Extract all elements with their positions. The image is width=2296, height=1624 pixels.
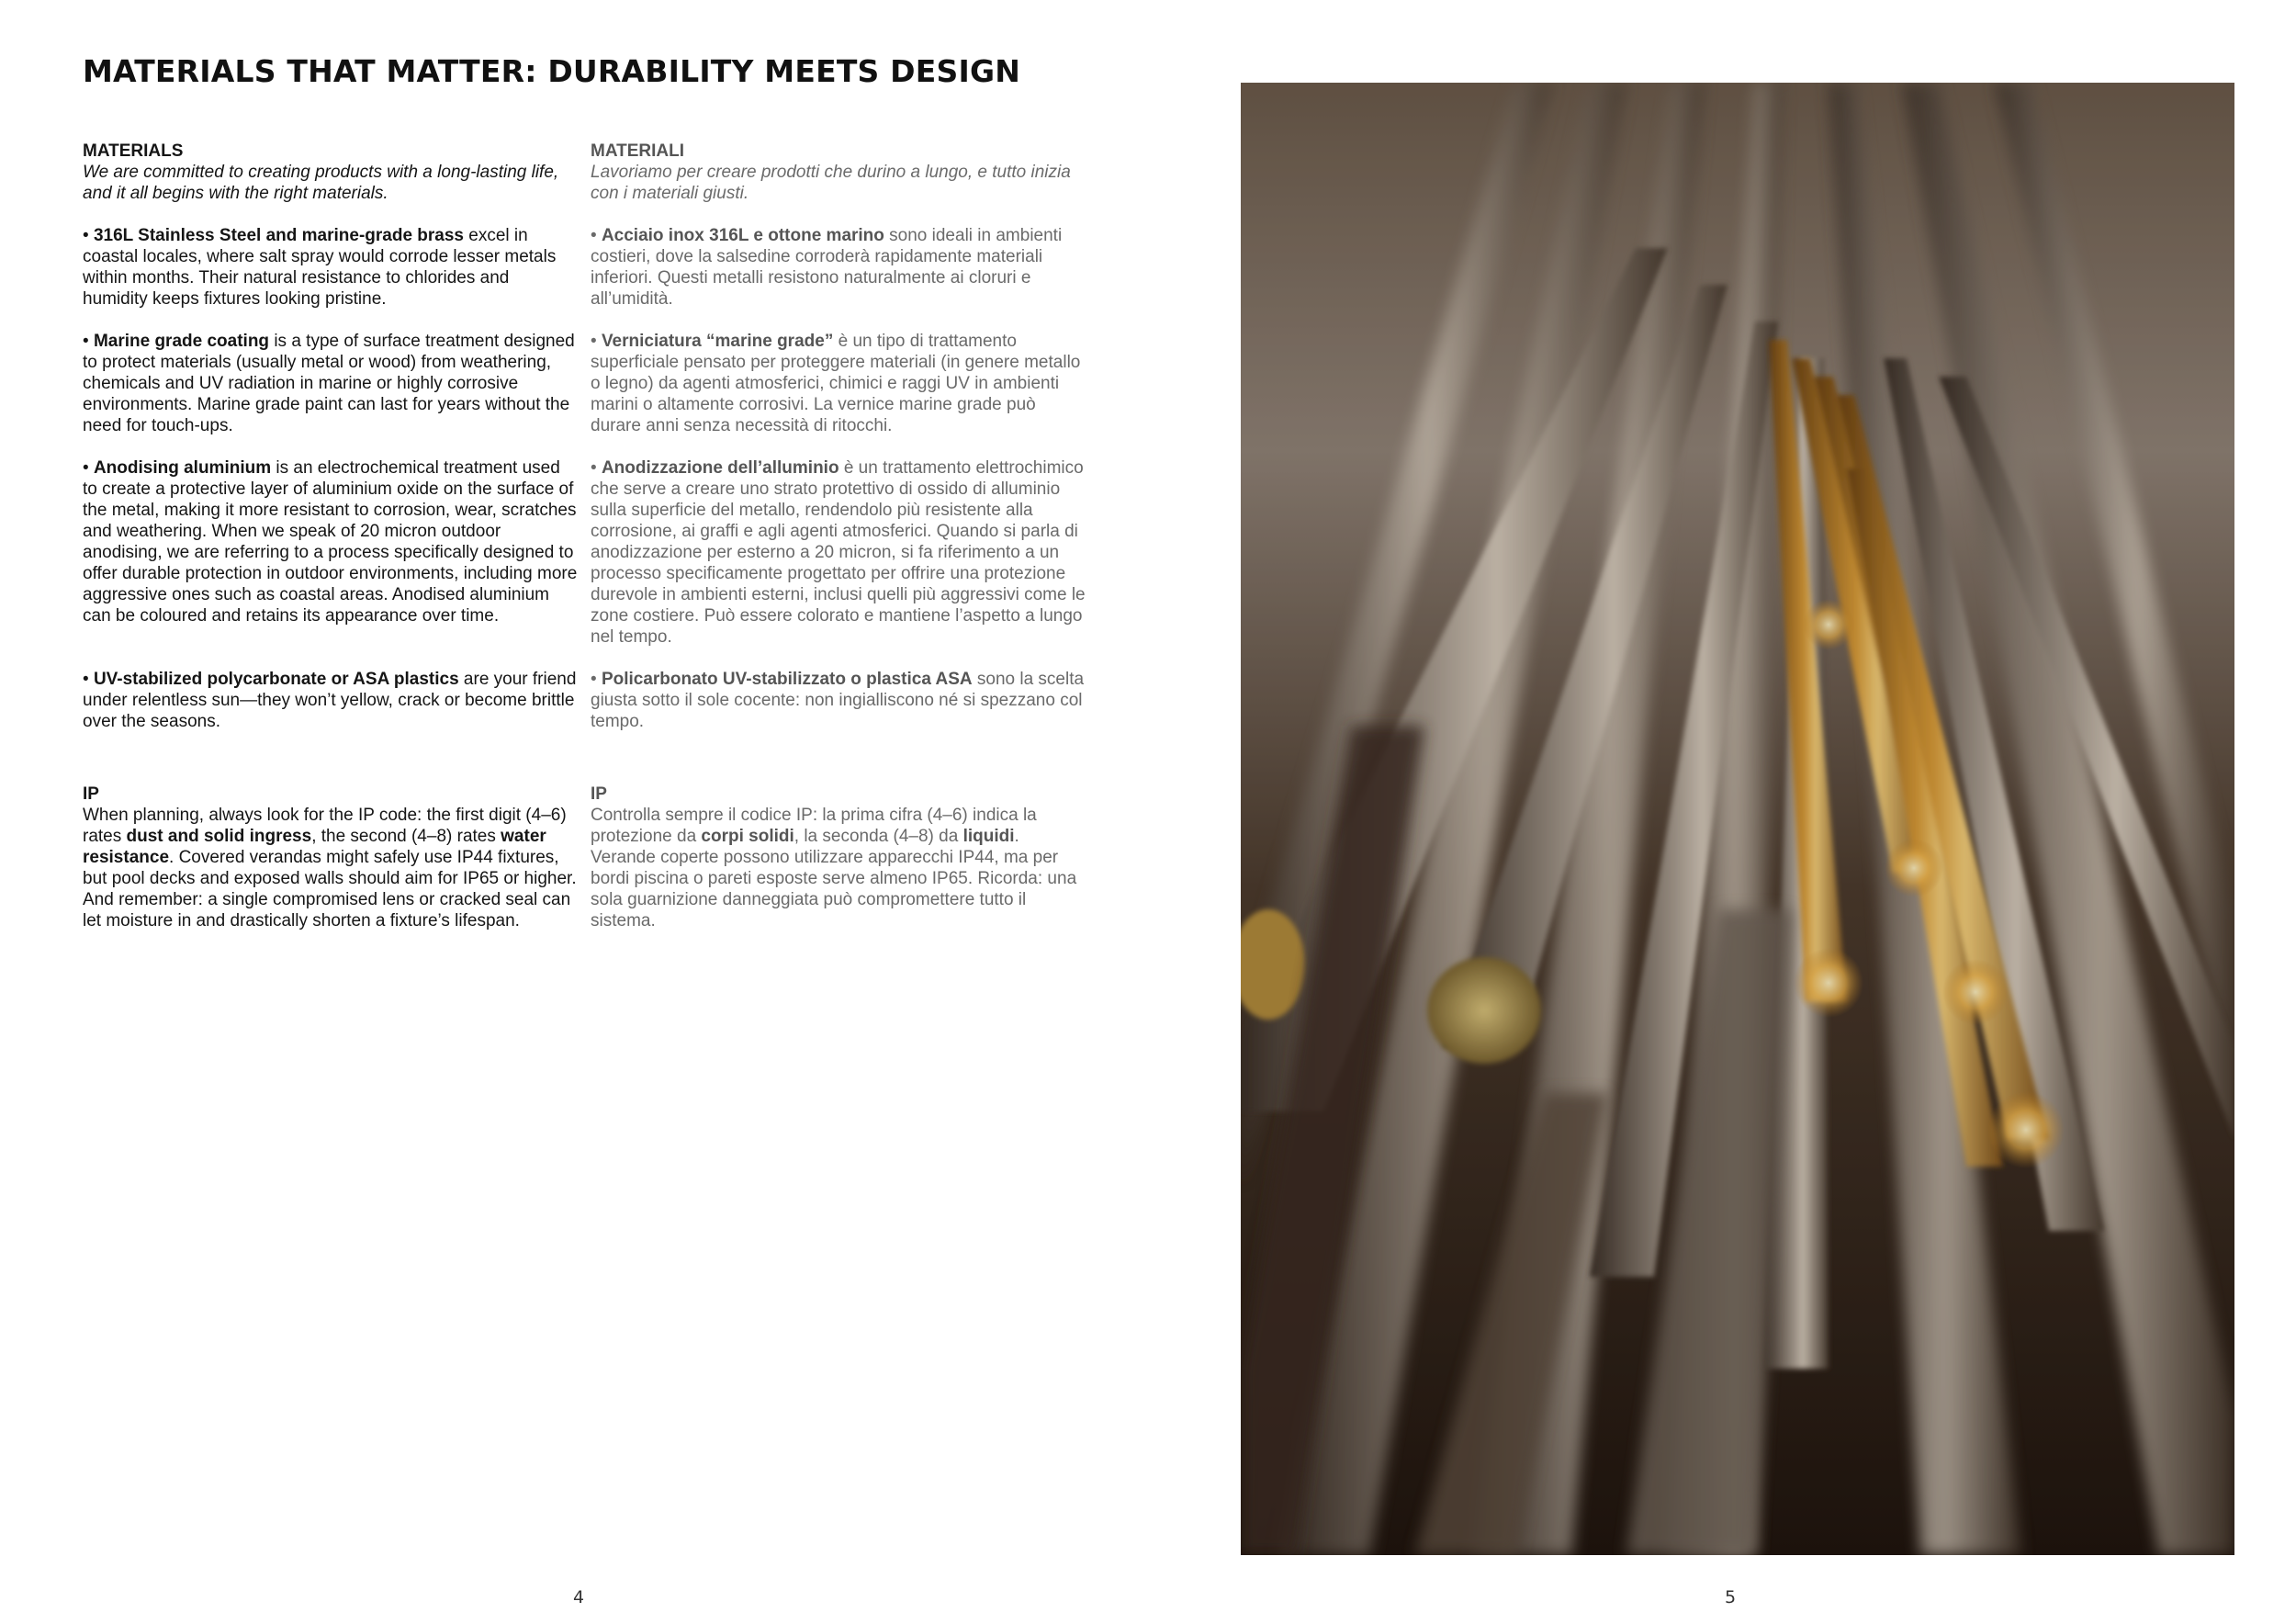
materiali-intro-block: [591, 141, 1086, 204]
ip-bold: liquidi: [962, 827, 1015, 846]
materials-intro-block: [83, 141, 579, 204]
bullet: •: [83, 332, 94, 351]
ip-heading-it: IP: [591, 784, 607, 804]
coating-paragraph: [83, 331, 579, 436]
bullet: •: [591, 670, 602, 689]
anodizzazione-bold: Anodizzazione dell’alluminio: [601, 458, 839, 478]
ip-text: . Covered verandas might safely use IP44 fixtures, but pool decks and exposed walls should aim for IP65 or higher. And remember: a single compromised lens or cracked seal can let moisture in and drastically shorten a fixture’s lifespan.: [83, 848, 577, 930]
materials-intro: We are committed to creating products with a long-lasting life, and it all begins with the right materials.: [83, 163, 559, 203]
policarbonato-bold: Policarbonato UV-stabilizzato o plastica ASA: [601, 670, 973, 689]
ip-text: , the second (4–8) rates: [311, 827, 501, 846]
bullet: •: [83, 670, 94, 689]
bullet: •: [591, 332, 602, 351]
ip-text: Controlla sempre il codice IP: la prima cifra (4–6) indica la protezione da: [591, 806, 1037, 846]
bullet: •: [591, 458, 602, 478]
bullet: •: [591, 226, 602, 245]
acciaio-bold: Acciaio inox 316L e ottone marino: [601, 226, 884, 245]
uv-text: are your friend under relentless sun—they won’t yellow, crack or become brittle over the seasons.: [83, 670, 577, 731]
anodizzazione-text: è un trattamento elettrochimico che serve a creare uno strato protettivo di ossido di alluminio sulla superficie del metallo, rendendolo più resistente alla corrosione, ai graffi e agli agenti atmosferici. Quando si parla di anodizzazione per esterno a 20 micron, si fa riferimento a un processo specificamente progettato per offrire una protezione durevole in ambienti esterni, inclusi quelli più aggressivi come le zone costiere. Può essere colorato e mantiene l’aspetto a lungo nel tempo.: [591, 458, 1086, 647]
uv-paragraph: [83, 669, 579, 732]
ip-bold: water resistance: [83, 827, 546, 867]
page-number-right: 5: [1725, 1587, 1737, 1607]
bullet: •: [83, 458, 94, 478]
acciaio-paragraph: [591, 225, 1086, 310]
ip-heading: IP: [83, 784, 99, 804]
anodising-bold: Anodising aluminium: [93, 458, 272, 478]
materials-heading: MATERIALS: [83, 141, 184, 161]
ip-text: . Verande coperte possono utilizzare apparecchi IP44, ma per bordi piscina o pareti esposte serve almeno IP65. Ricorda: una sola guarnizione danneggiata può compromettere tutto il sistema.: [591, 827, 1077, 930]
ip-paragraph: [83, 805, 579, 931]
materiali-heading: MATERIALI: [591, 141, 685, 161]
ip-bold: corpi solidi: [701, 827, 794, 846]
materiali-intro: Lavoriamo per creare prodotti che durino a lungo, e tutto inizia con i materiali giusti.: [591, 163, 1071, 203]
ip-bold: dust and solid ingress: [126, 827, 312, 846]
ip-text: When planning, always look for the IP code: the first digit (4–6) rates: [83, 806, 567, 846]
verniciatura-text: è un tipo di trattamento superficiale pensato per proteggere materiali (in genere metallo o legno) da agenti atmosferici, chimici e raggi UV in ambienti marini o altamente corrosivi. La vernice marine grade può durare anni senza necessità di ritocchi.: [591, 332, 1081, 435]
coating-bold: Marine grade coating: [93, 332, 270, 351]
anodising-text: is an electrochemical treatment used to create a protective layer of aluminium oxide on the surface of the metal, making it more resistant to corrosion, wear, scratches and weathering. When we speak of 20 micron outdoor anodising, we are referring to a process specifically designed to offer durable protection in outdoor environments, including more aggressive ones such as coastal areas. Anodised aluminium can be coloured and retains its appearance over time.: [83, 458, 578, 626]
metal-rods-photo: [1241, 83, 2234, 1555]
steel-paragraph: [83, 225, 579, 310]
metal-rods-illustration: [1241, 83, 2234, 1555]
ip-block-it: [591, 784, 1086, 931]
verniciatura-bold: Verniciatura “marine grade”: [601, 332, 834, 351]
policarbonato-text: sono la scelta giusta sotto il sole cocente: non ingialliscono né si spezzano col tempo.: [591, 670, 1085, 731]
anodising-paragraph: [83, 457, 579, 626]
bullet: •: [83, 226, 94, 245]
steel-text: excel in coastal locales, where salt spray would corrode lesser metals within months. Their natural resistance to chlorides and humidity keeps fixtures looking pristine.: [83, 226, 557, 309]
page-title: MATERIALS THAT MATTER: DURABILITY MEETS DESIGN: [83, 53, 1021, 89]
coating-text: is a type of surface treatment designed to protect materials (usually metal or wood) from weathering, chemicals and UV radiation in marine or highly corrosive environments. Marine grade paint can last for years without the need for touch-ups.: [83, 332, 575, 435]
uv-bold: UV-stabilized polycarbonate or ASA plastics: [93, 670, 459, 689]
verniciatura-paragraph: [591, 331, 1086, 436]
ip-paragraph-it: [591, 805, 1086, 931]
ip-text: , la seconda (4–8) da: [793, 827, 963, 846]
policarbonato-paragraph: [591, 669, 1086, 732]
steel-bold: 316L Stainless Steel and marine-grade brass: [93, 226, 464, 245]
acciaio-text: sono ideali in ambienti costieri, dove la salsedine corroderà rapidamente materiali inferiori. Questi metalli resistono naturalmente ai cloruri e all’umidità.: [591, 226, 1063, 309]
page-number-left: 4: [573, 1587, 585, 1607]
anodizzazione-paragraph: [591, 457, 1086, 648]
ip-block: [83, 784, 579, 931]
